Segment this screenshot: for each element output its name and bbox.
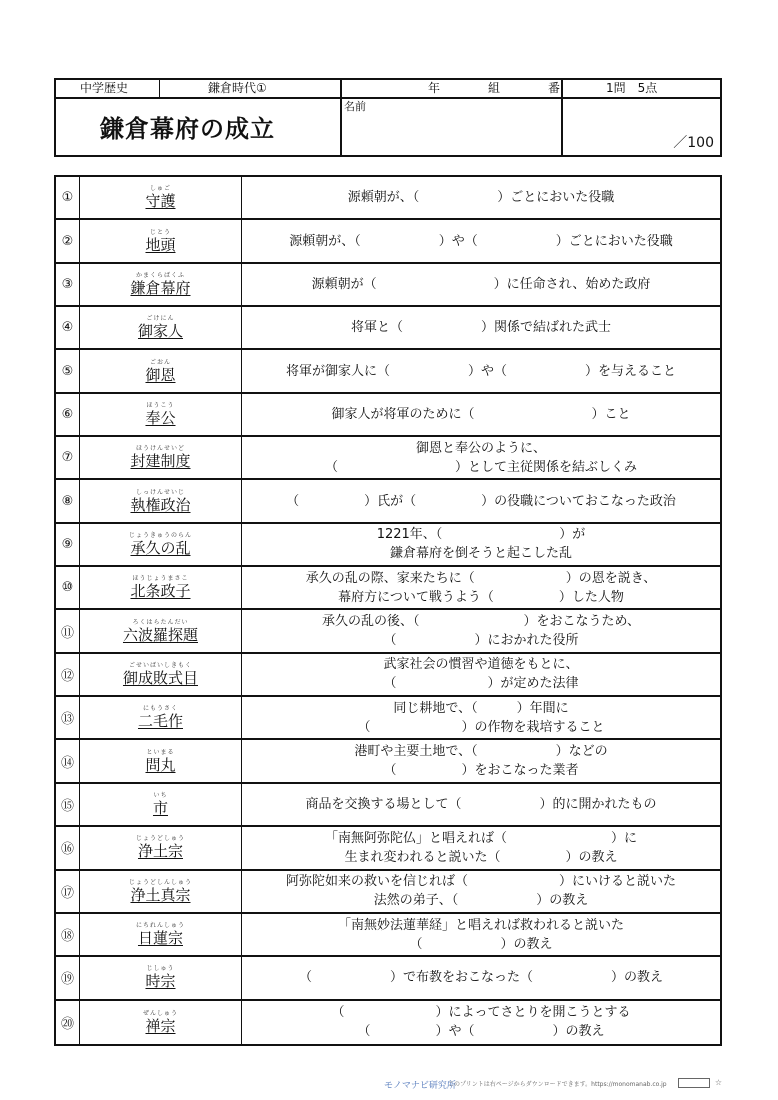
question-number: ⑳ <box>56 1001 80 1044</box>
term-furigana: かまくらばくふ <box>135 271 185 279</box>
description-line: 源頼朝が、（ ）ごとにおいた役職 <box>347 190 615 206</box>
question-row <box>56 177 720 220</box>
question-number: ⑰ <box>56 871 80 912</box>
question-description[interactable] <box>242 697 720 738</box>
brand-logo: モノマナビ研究所 <box>384 1081 456 1091</box>
description-line: 将軍が御家人に（ ）や（ ）を与えること <box>285 363 676 379</box>
name-field[interactable] <box>343 99 560 156</box>
term-cell <box>80 654 242 695</box>
question-description[interactable] <box>242 307 720 348</box>
question-description[interactable] <box>242 871 720 912</box>
description-line: 武家社会の慣習や道徳をもとに、 <box>383 657 579 673</box>
question-number: ⑭ <box>56 740 80 781</box>
term-cell <box>80 740 242 781</box>
description-line: （ ）をおこなった業者 <box>383 763 579 779</box>
term-furigana: にちれんしゅう <box>135 922 185 930</box>
question-number: ⑬ <box>56 697 80 738</box>
question-row <box>56 567 720 610</box>
term-word: 御家人 <box>137 322 183 341</box>
term-furigana: じょうどしんしゅう <box>128 878 192 886</box>
question-row <box>56 264 720 307</box>
term-word: 六波羅探題 <box>122 625 198 644</box>
question-row <box>56 697 720 740</box>
description-line: 将軍と（ ）関係で結ばれた武士 <box>350 320 611 336</box>
term-cell <box>80 177 242 218</box>
worksheet-header <box>54 78 722 157</box>
term-furigana: ごせいばいしきもく <box>128 661 192 669</box>
question-row <box>56 914 720 957</box>
description-line: 承久の乱の際、家来たちに（ ）の恩を説き、 <box>305 570 657 586</box>
term-furigana: しっけんせいじ <box>135 488 185 496</box>
term-furigana: ごけにん <box>146 315 175 323</box>
question-number: ⑩ <box>56 567 80 608</box>
question-description[interactable] <box>242 524 720 565</box>
term-cell <box>80 307 242 348</box>
description-line: 阿弥陀如来の救いを信じれば（ ）にいけると説いた <box>285 874 676 890</box>
term-cell <box>80 610 242 651</box>
term-word: 禅宗 <box>145 1016 176 1035</box>
description-line: （ ）におかれた役所 <box>383 633 579 649</box>
description-line: （ ）の教え <box>409 936 553 952</box>
description-line: 鎌倉幕府を倒そうと起こした乱 <box>389 546 572 562</box>
term-cell <box>80 437 242 478</box>
description-line: 「南無阿弥陀仏」と唱えれば（ ）に <box>324 830 637 846</box>
term-word: 市 <box>152 798 168 817</box>
question-number: ⑲ <box>56 957 80 998</box>
question-row <box>56 307 720 350</box>
description-line: 「南無妙法蓮華経」と唱えれば救われると説いた <box>337 917 624 933</box>
description-line: 港町や主要土地で、（ ）などの <box>354 744 608 760</box>
description-line: 承久の乱の後、（ ）をおこなうため、 <box>322 614 640 630</box>
question-number: ⑮ <box>56 784 80 825</box>
question-description[interactable] <box>242 567 720 608</box>
term-furigana: じょうどしゅう <box>135 835 185 843</box>
question-number: ⑱ <box>56 914 80 955</box>
footer-stamp <box>678 1078 710 1088</box>
question-number: ④ <box>56 307 80 348</box>
question-description[interactable] <box>242 350 720 391</box>
term-cell <box>80 394 242 435</box>
term-cell <box>80 220 242 261</box>
name-label: 名前 <box>344 100 366 113</box>
class-line: 年 組 番 <box>428 81 561 95</box>
question-description[interactable] <box>242 827 720 868</box>
description-line: 1221年、（ ）が <box>376 527 586 543</box>
term-cell <box>80 350 242 391</box>
term-cell <box>80 480 242 521</box>
term-word: 奉公 <box>145 408 176 427</box>
term-word: 二毛作 <box>137 712 183 731</box>
description-line: （ ）で布教をおこなった（ ）の教え <box>298 970 663 986</box>
question-row <box>56 740 720 783</box>
points-label: 1問 5点 <box>606 81 658 95</box>
question-row <box>56 871 720 914</box>
description-line: 生まれ変われると説いた（ ）の教え <box>344 849 618 865</box>
term-cell <box>80 914 242 955</box>
term-word: 問丸 <box>145 755 176 774</box>
description-line: （ ）として主従関係を結ぶしくみ <box>324 459 637 475</box>
description-line: 幕府方について戦うよう（ ）した人物 <box>338 589 624 605</box>
footer <box>384 1078 724 1092</box>
question-table <box>54 175 722 1046</box>
question-number: ⑥ <box>56 394 80 435</box>
score-total: ／100 <box>673 135 714 151</box>
description-line: （ ）の作物を栽培すること <box>357 719 605 735</box>
term-cell <box>80 1001 242 1044</box>
question-row <box>56 437 720 480</box>
term-word: 御恩 <box>145 365 176 384</box>
description-line: 源頼朝が（ ）に任命され、始めた政府 <box>311 276 651 292</box>
term-furigana: ごおん <box>149 358 171 366</box>
description-line: （ ）が定めた法律 <box>383 676 579 692</box>
term-cell <box>80 871 242 912</box>
question-row <box>56 957 720 1000</box>
term-furigana: ぜんしゅう <box>142 1009 178 1017</box>
description-line: 商品を交換する場として（ ）的に開かれたもの <box>305 796 657 812</box>
description-line: 法然の弟子、（ ）の教え <box>373 893 589 909</box>
question-description[interactable] <box>242 914 720 955</box>
term-word: 時宗 <box>145 972 176 991</box>
term-word: 浄土真宗 <box>130 885 191 904</box>
question-description[interactable] <box>242 480 720 521</box>
term-word: 承久の乱 <box>130 538 191 557</box>
term-cell <box>80 524 242 565</box>
term-furigana: じとう <box>149 228 171 236</box>
question-description[interactable] <box>242 610 720 651</box>
question-description[interactable] <box>242 784 720 825</box>
term-cell <box>80 827 242 868</box>
description-line: 御家人が将軍のために（ ）こと <box>331 406 631 422</box>
subject-label: 中学歴史 <box>80 81 129 95</box>
question-description[interactable] <box>242 437 720 478</box>
question-number: ⑦ <box>56 437 80 478</box>
question-description[interactable] <box>242 220 720 261</box>
question-row <box>56 827 720 870</box>
question-number: ⑧ <box>56 480 80 521</box>
description-line: 源頼朝が、（ ）や（ ）ごとにおいた役職 <box>289 233 673 249</box>
term-furigana: といまる <box>146 748 175 756</box>
term-furigana: しゅご <box>149 185 171 193</box>
question-description[interactable] <box>242 264 720 305</box>
term-furigana: ろくはらたんだい <box>132 618 189 626</box>
question-number: ③ <box>56 264 80 305</box>
term-furigana: ほうじょうまさこ <box>132 575 189 583</box>
term-furigana: にもうさく <box>142 705 178 713</box>
question-row <box>56 784 720 827</box>
term-cell <box>80 567 242 608</box>
description-line: （ ）氏が（ ）の役職についておこなった政治 <box>286 493 676 509</box>
term-cell <box>80 784 242 825</box>
question-row <box>56 524 720 567</box>
term-word: 御成敗式目 <box>122 668 198 687</box>
term-furigana: ほうこう <box>146 401 175 409</box>
question-description[interactable] <box>242 654 720 695</box>
question-description[interactable] <box>242 957 720 998</box>
term-word: 日蓮宗 <box>137 929 183 948</box>
description-line: （ ）や（ ）の教え <box>357 1024 605 1040</box>
term-cell <box>80 264 242 305</box>
footer-note: このプリントは右ページからダウンロードできます。https://monomanab.co.jp <box>448 1081 667 1088</box>
term-word: 封建制度 <box>130 452 191 471</box>
term-word: 地頭 <box>145 235 176 254</box>
term-word: 北条政子 <box>130 582 191 601</box>
term-word: 浄土宗 <box>137 842 183 861</box>
question-number: ⑪ <box>56 610 80 651</box>
page-title: 鎌倉幕府の成立 <box>100 115 275 143</box>
question-row <box>56 350 720 393</box>
term-cell <box>80 957 242 998</box>
question-number: ② <box>56 220 80 261</box>
term-furigana: いち <box>153 791 168 799</box>
question-description[interactable] <box>242 394 720 435</box>
term-furigana: じしゅう <box>146 965 175 973</box>
term-furigana: じょうきゅうのらん <box>128 531 192 539</box>
question-row <box>56 394 720 437</box>
question-number: ⑫ <box>56 654 80 695</box>
term-word: 執権政治 <box>130 495 191 514</box>
description-line: （ ）によってさとりを開こうとする <box>331 1005 631 1021</box>
question-row <box>56 480 720 523</box>
description-line: 御恩と奉公のように、 <box>415 440 546 456</box>
question-row <box>56 610 720 653</box>
unit-label: 鎌倉時代① <box>208 81 267 95</box>
term-cell <box>80 697 242 738</box>
question-number: ⑨ <box>56 524 80 565</box>
question-number: ① <box>56 177 80 218</box>
question-row <box>56 220 720 263</box>
question-number: ⑯ <box>56 827 80 868</box>
term-word: 守護 <box>145 192 176 211</box>
footer-mark-icon: ☆ <box>714 1078 722 1087</box>
description-line: 同じ耕地で、（ ）年間に <box>393 700 569 716</box>
question-description[interactable] <box>242 177 720 218</box>
question-number: ⑤ <box>56 350 80 391</box>
question-row <box>56 654 720 697</box>
term-furigana: ほうけんせいど <box>135 445 185 453</box>
question-description[interactable] <box>242 740 720 781</box>
question-row <box>56 1001 720 1044</box>
question-description[interactable] <box>242 1001 720 1044</box>
term-word: 鎌倉幕府 <box>130 278 191 297</box>
